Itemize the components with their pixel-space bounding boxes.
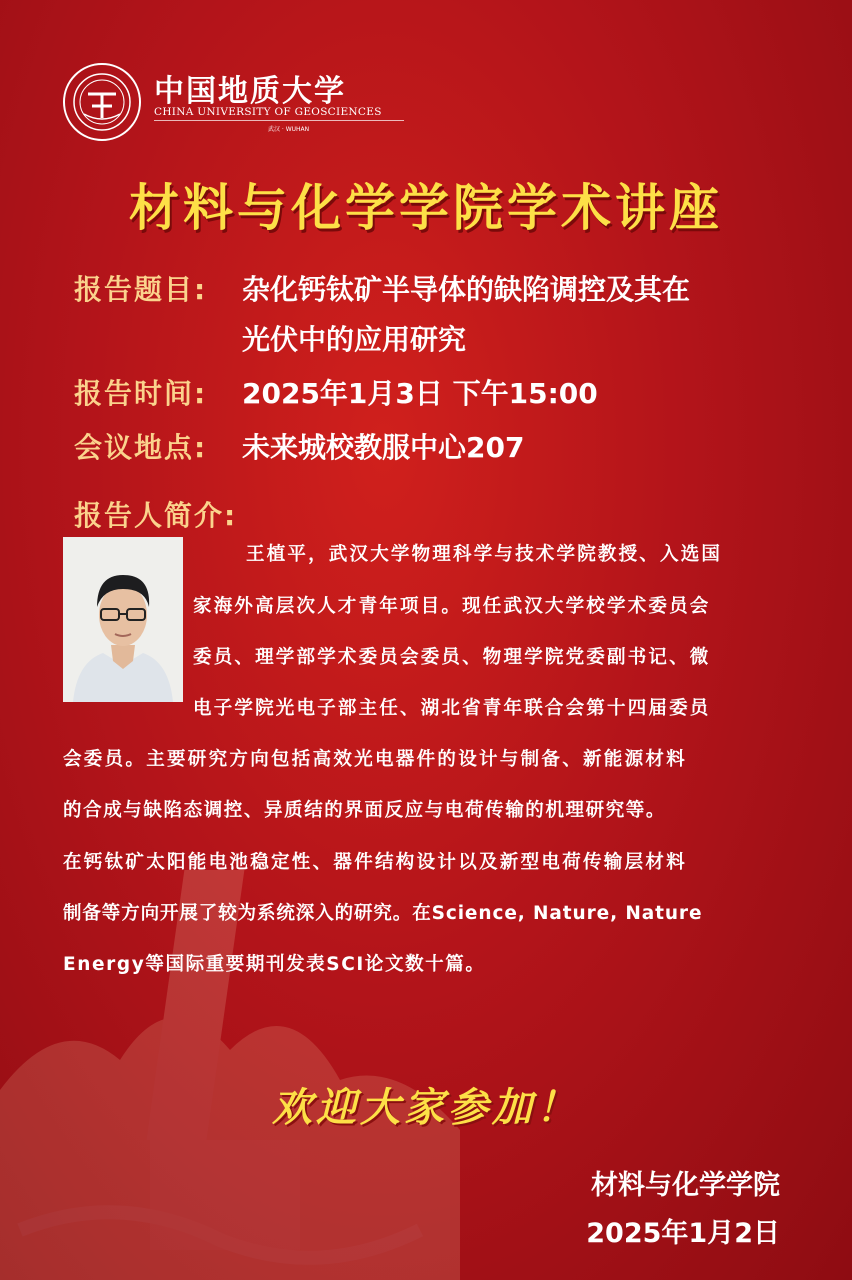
- topic-line-1: 杂化钙钛矿半导体的缺陷调控及其在: [242, 273, 691, 306]
- place-label: 会议地点:: [74, 431, 208, 464]
- footer-date: 2025年1月2日: [586, 1218, 780, 1249]
- bio-line-3: 委员、理学部学术委员会委员、物理学院党委副书记、微: [193, 647, 711, 668]
- university-seal-icon: [62, 62, 142, 142]
- bio-line-8: 制备等方向开展了较为系统深入的研究。在Science, Nature, Nature: [63, 903, 703, 924]
- time-label: 报告时间:: [74, 377, 208, 410]
- bio-line-2: 家海外高层次人才青年项目。现任武汉大学校学术委员会: [193, 596, 711, 617]
- time-value: 2025年1月3日 下午15:00: [242, 377, 598, 410]
- landscape-decoration: [0, 830, 460, 1280]
- footer-department: 材料与化学学院: [591, 1170, 780, 1201]
- place-value: 未来城校教服中心207: [242, 431, 525, 464]
- bio-line-1: 王植平，武汉大学物理科学与技术学院教授、入选国: [246, 544, 723, 565]
- bio-line-5: 会委员。主要研究方向包括高效光电器件的设计与制备、新能源材料: [63, 749, 688, 770]
- university-name-cn: 中国地质大学: [154, 74, 346, 109]
- topic-label: 报告题目:: [74, 273, 208, 306]
- speaker-photo: [63, 537, 183, 702]
- university-name-en: CHINA UNIVERSITY OF GEOSCIENCES: [154, 106, 382, 118]
- university-city: 武汉 · WUHAN: [268, 126, 310, 133]
- bio-line-9: Energy等国际重要期刊发表SCI论文数十篇。: [63, 954, 486, 975]
- bio-line-6: 的合成与缺陷态调控、异质结的界面反应与电荷传输的机理研究等。: [63, 800, 667, 821]
- bio-line-7: 在钙钛矿太阳能电池稳定性、器件结构设计以及新型电荷传输层材料: [63, 852, 688, 873]
- logo-divider: [154, 120, 404, 121]
- university-logo: [62, 62, 382, 142]
- bio-line-4: 电子学院光电子部主任、湖北省青年联合会第十四届委员: [193, 698, 711, 719]
- topic-line-2: 光伏中的应用研究: [242, 323, 467, 356]
- welcome-text: 欢迎大家参加！: [272, 1084, 580, 1131]
- lecture-title: 材料与化学学院学术讲座: [129, 179, 723, 237]
- bio-label: 报告人简介:: [74, 499, 238, 532]
